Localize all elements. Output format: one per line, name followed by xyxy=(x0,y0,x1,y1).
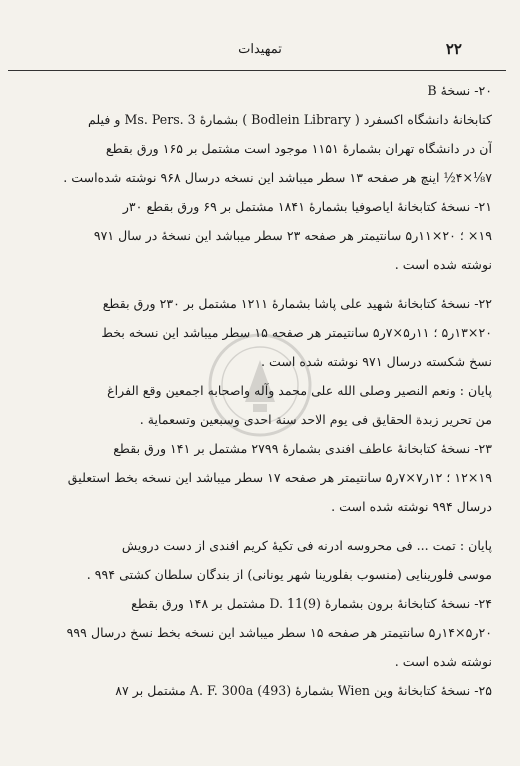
text-line: نوشته شده است . xyxy=(394,654,492,669)
page-number: ۲۲ xyxy=(445,40,462,58)
text-line: آن در دانشگاه تهران بشمارهٔ ۱۱۵۱ موجود است مشتمل بر ۱۶۵ ورق بقطع xyxy=(105,141,492,156)
paragraph-gap xyxy=(16,521,492,531)
paragraph-22 xyxy=(16,289,492,376)
text-line: ۱۹×۱۲ ؛ ۱۲ر۷×۷ر۵ سانتیمتر هر صفحه ۱۷ سطر میباشد این نسخه بخط استعلیق xyxy=(67,470,492,485)
text-line: نسخ شکسته درسال ۹۷۱ نوشته شده است . xyxy=(260,354,492,369)
text-line: ۲۰ر۵×۱۴ر۵ سانتیمتر هر صفحه ۱۵ سطر میباشد این نسخه بخط نسخ درسال ۹۹۹ xyxy=(66,625,492,640)
text-line: نوشته شده است . xyxy=(394,257,492,272)
text-line: موسی فلورینایی (منسوب بفلورینا شهر یونانی) از بندگان سلطان کشتی ۹۹۴ . xyxy=(86,567,492,582)
text-line: ۲۰- نسخهٔ B xyxy=(427,83,492,98)
text-line: درسال ۹۹۴ نوشته شده است . xyxy=(331,499,492,514)
text-line: پایان : تمت ... فی محروسه ادرنه فی تکیهٔ کریم افندی از دست درویش xyxy=(121,538,492,553)
page-header xyxy=(0,32,520,62)
text-line: ۱۹× ؛ ۲۰×۱۱ر۵ سانتیمتر هر صفحه ۲۳ سطر میباشد این نسخهٔ در سال ۹۷۱ xyxy=(93,228,492,243)
paragraph-20 xyxy=(16,76,492,192)
text-line: کتابخانهٔ دانشگاه اکسفرد ( Bodlein Library ) بشمارهٔ Ms. Pers. 3 و فیلم xyxy=(88,112,492,127)
text-line: ۲۲- نسخهٔ کتابخانهٔ شهید علی پاشا بشمارهٔ ۱۲۱۱ مشتمل بر ۲۳۰ ورق بقطع xyxy=(102,296,492,311)
text-line: ۲۰×۱۳ر۵ ؛ ۱۱ر۵×۷ر۵ سانتیمتر هر صفحه ۱۵ سطر میباشد این نسخه بخط xyxy=(101,325,492,340)
header-rule xyxy=(8,70,506,71)
running-title: تمهیدات xyxy=(238,42,282,57)
text-line: ۲۳- نسخهٔ کتابخانهٔ عاطف افندی بشمارهٔ ۲۷۹۹ مشتمل بر ۱۴۱ ورق بقطع xyxy=(113,441,492,456)
colophon-23 xyxy=(16,531,492,589)
paragraph-24 xyxy=(16,589,492,676)
text-line: ۲۴- نسخهٔ کتابخانهٔ برون بشمارهٔ D. 11(9) مشتمل بر ۱۴۸ ورق بقطع xyxy=(131,596,492,611)
paragraph-gap xyxy=(16,279,492,289)
text-line: ۲۵- نسخهٔ کتابخانهٔ وین Wien بشمارهٔ A. F. 300a (493) مشتمل بر ۸۷ xyxy=(115,683,492,698)
text-line: ۲۱- نسخهٔ کتابخانهٔ ایاصوفیا بشمارهٔ ۱۸۴۱ مشتمل بر ۶۹ ورق بقطع ۳۰ر xyxy=(122,199,492,214)
text-line: ۷⅛×۴½ اینچ هر صفحه ۱۳ سطر میباشد این نسخه درسال ۹۶۸ نوشته شده‌است . xyxy=(63,170,492,185)
colophon-22 xyxy=(16,376,492,434)
text-line: من تحریر زبدة الحقایق فی یوم الاحد سنة احدی وسبعین وتسعمایة . xyxy=(139,412,492,427)
paragraph-25 xyxy=(16,676,492,705)
paragraph-21 xyxy=(16,192,492,279)
text-line: پایان : ونعم النصیر وصلی الله علی محمد وآله واصحابه اجمعین وقع الفراغ xyxy=(107,383,492,398)
page-body xyxy=(16,76,492,705)
paragraph-23 xyxy=(16,434,492,521)
